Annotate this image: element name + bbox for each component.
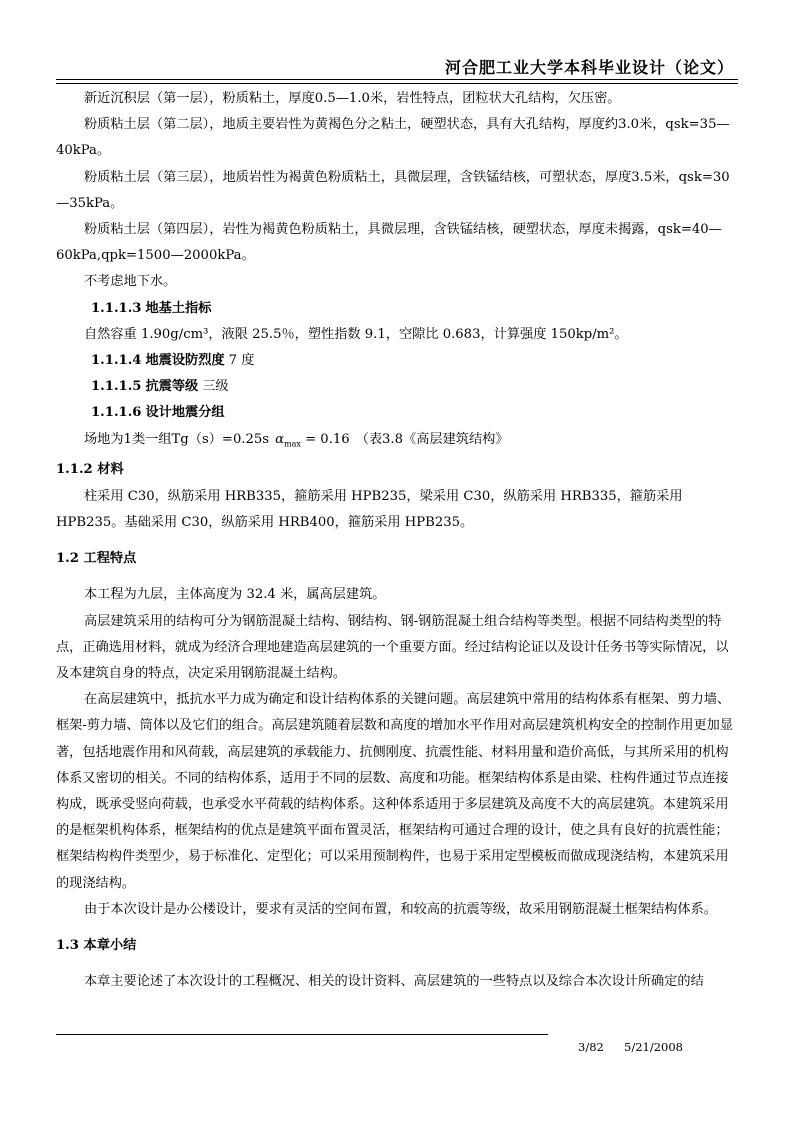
- paragraph-project-height: 本工程为九层，主体高度为 32.4 米，属高层建筑。: [84, 587, 386, 603]
- paragraph-layer-1: 新近沉积层（第一层），粉质粘土，厚度0.5—1.0米，岩性特点，团粒状大孔结构，欠压密。: [84, 91, 621, 106]
- formula-subscript: max: [283, 439, 301, 449]
- paragraph-materials: 柱采用 C30，纵筋采用 HRB335，箍筋采用 HPB235，梁采用 C30，纵筋采用 HRB335，箍筋采用 HPB235。基础采用 C30，纵筋采用 HRB400，箍筋采用 HPB235。: [56, 488, 683, 530]
- paragraph-groundwater: 不考虑地下水。: [84, 274, 177, 290]
- heading-number: 1.1.1.3: [91, 300, 142, 316]
- heading-title: 设计地震分组: [145, 405, 225, 421]
- paragraph-layer-2: 粉质粘土层（第二层），地质主要岩性为黄褐色分之粘土，硬塑状态，具有大孔结构，厚度约3.0米，qsk=35—40kPa。: [56, 117, 730, 159]
- site-text: 场地为1类一组Tg（s）=0.25s: [84, 431, 270, 447]
- paragraph-structure-types: 高层建筑采用的结构可分为钢筋混凝土结构、钢结构、钢-钢筋混凝土组合结构等类型。根据不同结构类型的特点，正确选用材料，就成为经济合理地建造高层建筑的一个重要方面。经过结构论证以及设计任务书等实际情况，以及本建筑自身的特点，决定采用钢筋混凝土结构。: [56, 613, 729, 681]
- site-reference: （表3.8《高层建筑结构》: [355, 431, 509, 447]
- heading-number: 1.1.1.6: [91, 405, 142, 421]
- paragraph-site-class: [56, 427, 738, 458]
- paragraph-conclusion: 由于本次设计是办公楼设计，要求有灵活的空间布置，和较高的抗震等级，故采用钢筋混凝土框架结构体系。: [84, 901, 717, 917]
- heading-number: 1.1.1.4: [91, 353, 142, 369]
- footer-page-number: 3/82: [578, 1040, 604, 1054]
- heading-1-1-1-6: [56, 400, 738, 426]
- formula-symbol: α: [275, 431, 284, 447]
- formula-value: = 0.16: [305, 431, 350, 447]
- document-body: [56, 86, 738, 995]
- paragraph-layer-3: 粉质粘土层（第三层），地质岩性为褐黄色粉质粘土，具微层理，含铁锰结核，可塑状态，厚度3.5米，qsk=30—35kPa。: [56, 169, 730, 211]
- paragraph-chapter-summary: 本章主要论述了本次设计的工程概况、相关的设计资料、高层建筑的一些特点以及综合本次设计所确定的结: [84, 974, 704, 990]
- heading-1-1-1-5: [56, 374, 738, 400]
- heading-1-2: 1.2 工程特点: [56, 551, 137, 567]
- heading-1-1-1-3: [56, 296, 738, 322]
- heading-value: 三级: [202, 379, 229, 395]
- heading-title: 抗震等级: [145, 379, 199, 395]
- footer-date: 5/21/2008: [624, 1040, 683, 1054]
- paragraph-soil-index: 自然容重 1.90g/cm³，液限 25.5％，塑性指数 9.1，空隙比 0.683，计算强度 150kp/m²。: [84, 326, 628, 342]
- page-header-title: 河合肥工业大学本科毕业设计（论文）: [444, 58, 734, 77]
- heading-title: 地震设防烈度: [145, 353, 225, 369]
- heading-1-1-2: 1.1.2 材料: [56, 462, 124, 478]
- paragraph-layer-4: 粉质粘土层（第四层），岩性为褐黄色粉质粘土，具微层理，含铁锰结核，硬塑状态，厚度未揭露，qsk=40—60kPa,qpk=1500—2000kPa。: [56, 222, 722, 264]
- header-rule: [56, 79, 738, 84]
- alpha-max-formula: [275, 432, 350, 447]
- heading-1-1-1-4: [56, 348, 738, 374]
- heading-value: 7 度: [228, 353, 255, 369]
- footer-rule: [56, 1034, 548, 1035]
- heading-1-3: 1.3 本章小结: [56, 937, 137, 953]
- heading-title: 地基土指标: [145, 300, 212, 316]
- heading-number: 1.1.1.5: [91, 379, 142, 395]
- paragraph-structural-system: 在高层建筑中，抵抗水平力成为确定和设计结构体系的关键问题。高层建筑中常用的结构体系有框架、剪力墙、框架-剪力墙、筒体以及它们的组合。高层建筑随着层数和高度的增加水平作用对高层建筑机构安全的控制作用更加显著，包括地震作用和风荷载，高层建筑的承载能力、抗侧刚度、抗震性能、材料用量和造价高低，与其所采用的机构体系又密切的相关。不同的结构体系，适用于不同的层数、高度和功能。框架结构体系是由梁、柱构件通过节点连接构成，既承受竖向荷载，也承受水平荷载的结构体系。这种体系适用于多层建筑及高度不大的高层建筑。本建筑采用的是框架机构体系，框架结构的优点是建筑平面布置灵活，框架结构可通过合理的设计，使之具有良好的抗震性能；框架结构构件类型少，易于标准化、定型化；可以采用预制构件，也易于采用定型模板而做成现浇结构，本建筑采用的现浇结构。: [56, 692, 734, 891]
